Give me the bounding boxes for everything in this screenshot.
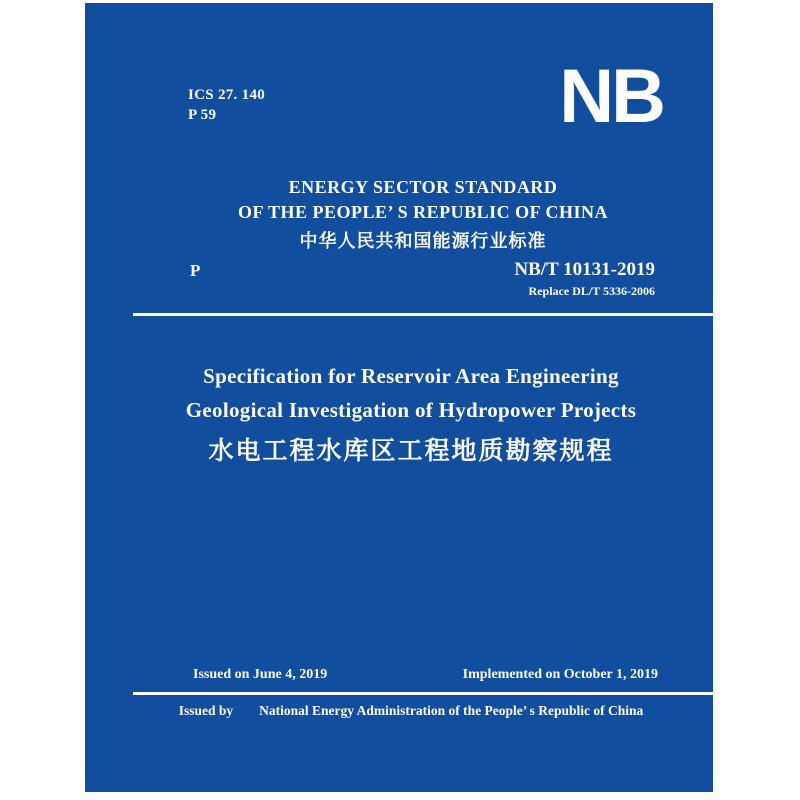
- issued-date: Issued on June 4, 2019: [193, 667, 328, 682]
- bottom-divider-rule: [133, 692, 713, 695]
- dates-row: [193, 667, 658, 683]
- blue-cover-panel: [85, 3, 713, 792]
- standard-number: NB/T 10131-2019: [514, 259, 655, 280]
- top-divider-rule: [133, 313, 713, 316]
- doc-class-letter: P: [190, 261, 201, 280]
- document-title-block: [109, 359, 713, 466]
- issuer-name: National Energy Administration of the People’ s Republic of China: [259, 703, 644, 718]
- nb-logo: NB: [559, 54, 663, 139]
- issuer-row: [109, 703, 713, 719]
- title-english-line2: Geological Investigation of Hydropower Projects: [185, 398, 637, 422]
- title-chinese: 水电工程水库区工程地质勘察规程: [208, 437, 614, 465]
- org-title-chinese: 中华人民共和国能源行业标准: [299, 231, 547, 251]
- org-title-line2: OF THE PEOPLE’ S REPUBLIC OF CHINA: [237, 202, 609, 222]
- replaces-note: Replace DL/T 5336-2006: [528, 284, 655, 298]
- implemented-date: Implemented on October 1, 2019: [462, 667, 658, 682]
- standard-org-block: [133, 175, 713, 253]
- org-title-line1: ENERGY SECTOR STANDARD: [288, 177, 558, 197]
- p-classification-code: P 59: [188, 107, 217, 123]
- ics-classification-block: [188, 85, 265, 125]
- ics-code: ICS 27. 140: [188, 87, 266, 103]
- issued-by-label: Issued by: [178, 703, 234, 718]
- title-english-line1: Specification for Reservoir Area Engineering: [203, 364, 619, 388]
- standard-number-block: [514, 259, 655, 299]
